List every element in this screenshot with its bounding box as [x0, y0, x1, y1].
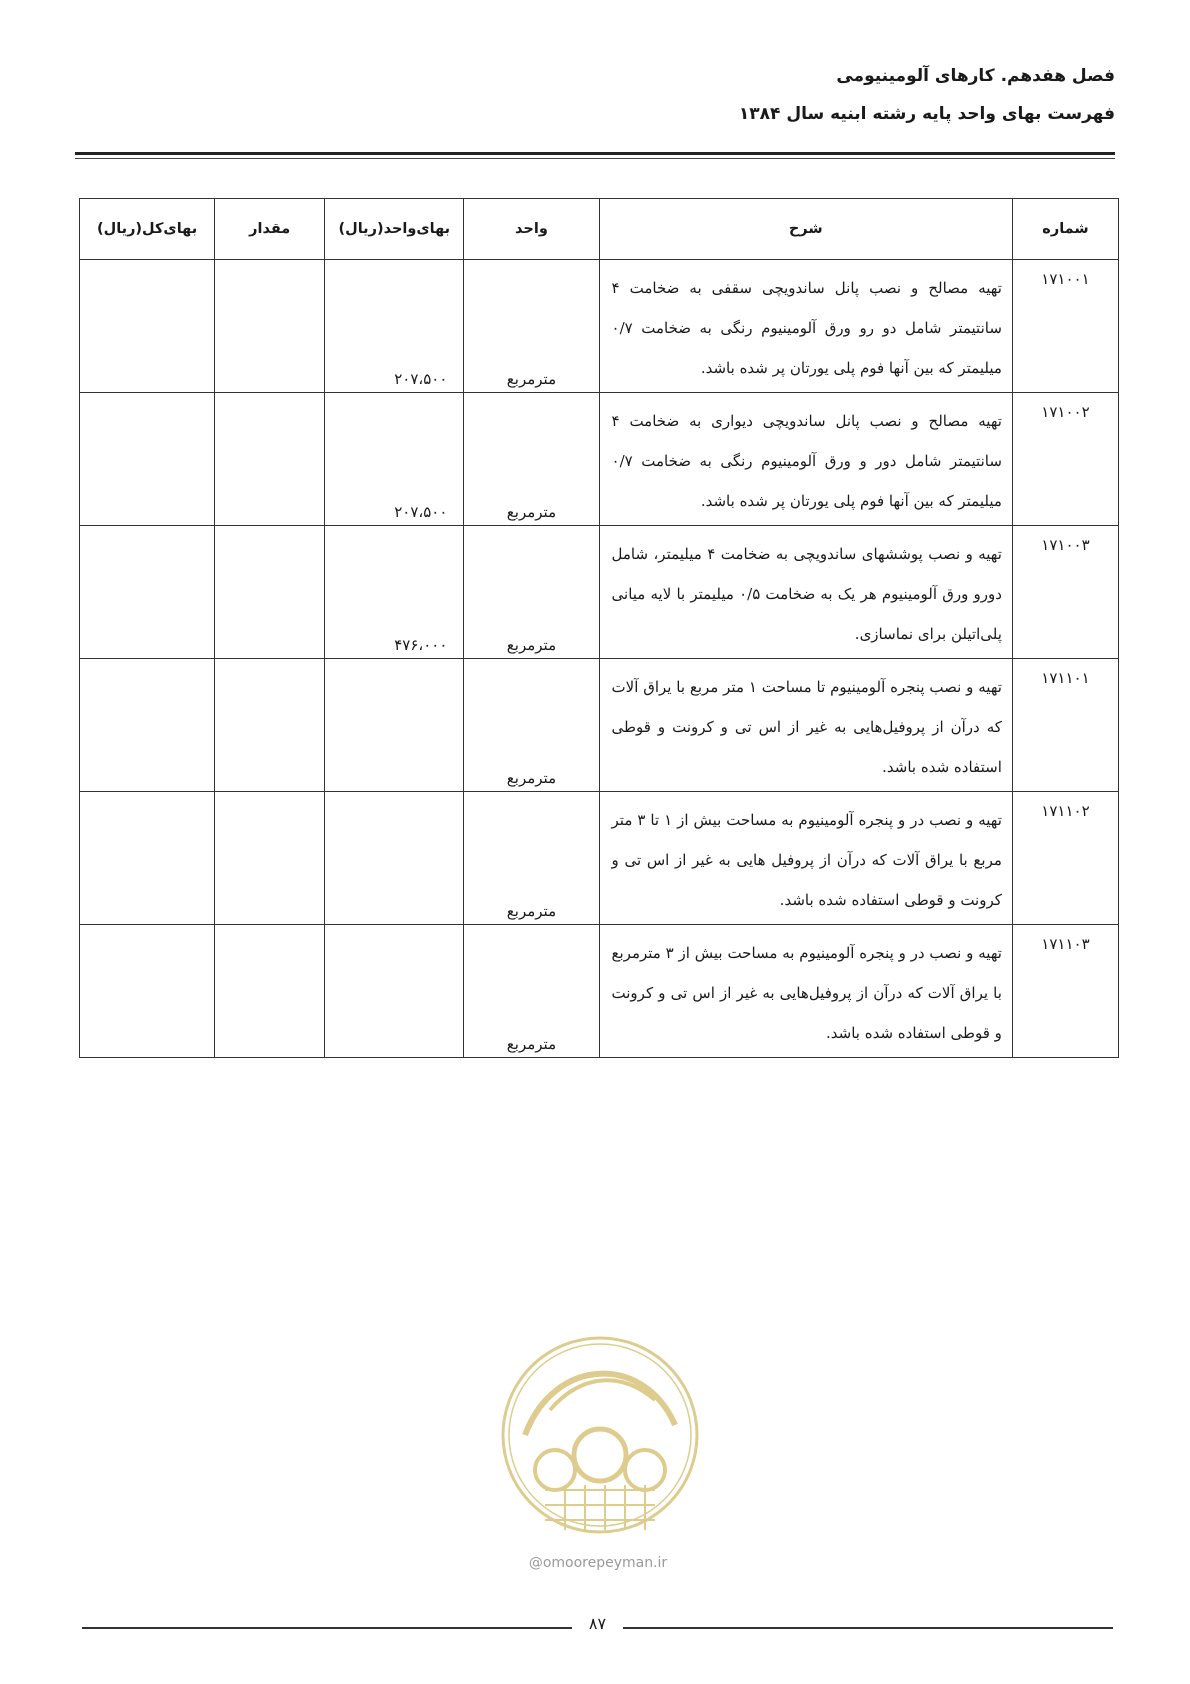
item-total — [80, 393, 215, 526]
footer-rule-left — [82, 1627, 572, 1629]
header-description: شرح — [599, 199, 1012, 260]
price-list-table — [79, 198, 1119, 1058]
header-unit-price: بهای‌واحد(ريال) — [325, 199, 464, 260]
watermark-logo — [495, 1315, 705, 1585]
document-subtitle: فهرست بهای واحد پايه رشته ابنيه سال ۱۳۸۴ — [738, 104, 1115, 124]
header-unit: واحد — [464, 199, 599, 260]
header-quantity: مقدار — [215, 199, 325, 260]
item-number: ۱۷۱۰۰۳ — [1012, 526, 1118, 659]
item-unit: مترمربع — [464, 260, 599, 393]
seal-icon — [495, 1315, 705, 1555]
item-description: تهيه مصالح و نصب پانل ساندويچی سقفی به ضخامت ۴ سانتيمتر شامل دو رو ورق آلومينيوم رنگی به ضخامت ۰/۷ ميليمتر كه بين آنها فوم پلی يورتان پر شده باشد. — [599, 260, 1012, 393]
table-row — [80, 260, 1119, 393]
item-description: تهيه و نصب در و پنجره آلومينيوم به مساحت بيش از ۱ تا ۳ متر مربع با يراق آلات كه درآن از پروفيل هايی به غير از اس تی و كرونت و قوطی استفاده شده باشد. — [599, 792, 1012, 925]
header-rule-thick — [75, 152, 1115, 155]
item-unit-price — [325, 792, 464, 925]
table-row — [80, 526, 1119, 659]
table-header-row — [80, 199, 1119, 260]
item-number: ۱۷۱۰۰۲ — [1012, 393, 1118, 526]
watermark-website: @omoorepeyman.ir — [528, 1555, 668, 1571]
item-description: تهيه مصالح و نصب پانل ساندويچی ديواری به ضخامت ۴ سانتيمتر شامل دور و ورق آلومينيوم رنگی به ضخامت ۰/۷ ميليمتر كه بين آنها فوم پلی يورتان پر شده باشد. — [599, 393, 1012, 526]
item-unit-price — [325, 659, 464, 792]
item-quantity — [215, 925, 325, 1058]
item-number: ۱۷۱۱۰۱ — [1012, 659, 1118, 792]
item-unit: مترمربع — [464, 792, 599, 925]
item-unit: مترمربع — [464, 925, 599, 1058]
item-quantity — [215, 260, 325, 393]
item-description: تهيه و نصب پنجره آلومينيوم تا مساحت ۱ متر مربع با يراق آلات كه درآن از پروفيل‌هايی به غير از اس تی و كرونت و قوطی استفاده شده باشد. — [599, 659, 1012, 792]
table-row — [80, 925, 1119, 1058]
item-unit-price: ۴۷۶،۰۰۰ — [325, 526, 464, 659]
item-number: ۱۷۱۰۰۱ — [1012, 260, 1118, 393]
item-unit-price — [325, 925, 464, 1058]
item-unit: مترمربع — [464, 393, 599, 526]
table-row — [80, 393, 1119, 526]
header-rule-thin — [75, 158, 1115, 159]
footer-rule-right — [623, 1627, 1113, 1629]
item-quantity — [215, 393, 325, 526]
item-description: تهيه و نصب در و پنجره آلومينيوم به مساحت بيش از ۳ مترمربع با يراق آلات كه درآن از پروفيل‌هايی به غير از اس تی و كرونت و قوطی استفاده شده باشد. — [599, 925, 1012, 1058]
header-number: شماره — [1012, 199, 1118, 260]
item-total — [80, 526, 215, 659]
item-quantity — [215, 659, 325, 792]
item-total — [80, 260, 215, 393]
chapter-title: فصل هفدهم. كارهای آلومينيومی — [836, 66, 1115, 86]
table-row — [80, 792, 1119, 925]
item-unit: مترمربع — [464, 659, 599, 792]
item-number: ۱۷۱۱۰۲ — [1012, 792, 1118, 925]
item-quantity — [215, 792, 325, 925]
table-row — [80, 659, 1119, 792]
item-unit: مترمربع — [464, 526, 599, 659]
item-unit-price: ۲۰۷،۵۰۰ — [325, 260, 464, 393]
page-header — [75, 56, 1115, 124]
item-number: ۱۷۱۱۰۳ — [1012, 925, 1118, 1058]
item-quantity — [215, 526, 325, 659]
item-total — [80, 925, 215, 1058]
item-description: تهيه و نصب پوششهای ساندويچی به ضخامت ۴ ميليمتر، شامل دورو ورق آلومينيوم هر يک به ضخامت ۰/۵ ميليمتر با لايه ميانی پلی‌اتيلن برای نماسازی. — [599, 526, 1012, 659]
page-number: ۸۷ — [588, 1614, 607, 1633]
item-total — [80, 792, 215, 925]
item-unit-price: ۲۰۷،۵۰۰ — [325, 393, 464, 526]
header-total-price: بهای‌كل(ريال) — [80, 199, 215, 260]
item-total — [80, 659, 215, 792]
